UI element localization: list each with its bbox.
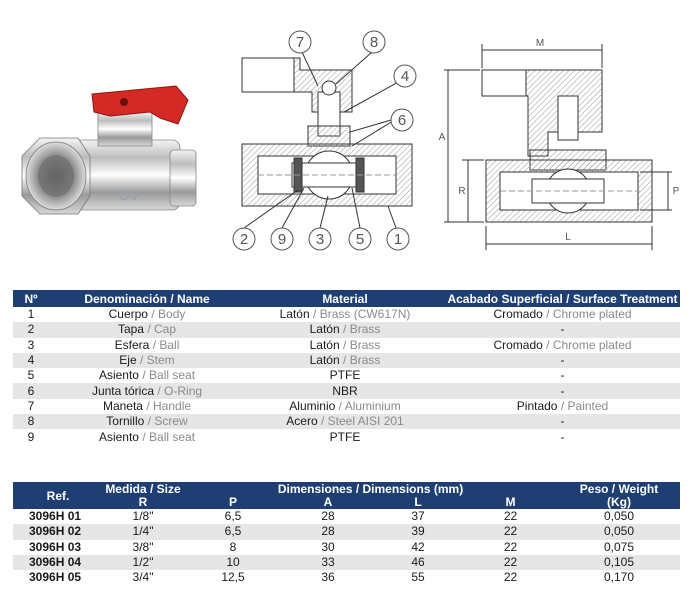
table-row (13, 414, 680, 429)
finish-dash: - (560, 322, 565, 337)
name-es: Eje (119, 353, 137, 368)
dimensions-table (13, 482, 680, 585)
col-name: Denominación / Name (49, 290, 245, 307)
row-name (49, 399, 245, 414)
finish-en: Chrome plated (552, 337, 632, 352)
col-material: Material (245, 290, 445, 307)
table-row (13, 399, 680, 414)
row-finish (445, 307, 680, 322)
finish-en: Chrome plated (552, 307, 632, 322)
name-es: Junta tórica (91, 383, 154, 398)
finish-dash: - (560, 429, 565, 444)
finish-es: Cromado (493, 307, 543, 322)
slash: / (546, 307, 550, 322)
material-en: Brass (CW617N) (319, 307, 411, 322)
material-es: Acero (286, 414, 318, 429)
row-material (245, 368, 445, 383)
row-kg: 0,105 (558, 555, 680, 570)
finish-dash: - (560, 383, 565, 398)
col-dimensions: Dimensiones / Dimensions (mm) (183, 482, 558, 496)
material-es: Latón (309, 322, 340, 337)
callout-6: 6 (397, 112, 407, 129)
name-es: Esfera (114, 337, 150, 352)
row-finish (445, 322, 680, 337)
row-r: 3/8" (132, 539, 154, 554)
material-es: PTFE (329, 368, 361, 383)
name-en: Ball (159, 337, 180, 352)
col-l: L (373, 496, 463, 509)
row-ref: 3096H 05 (29, 570, 82, 585)
row-a: 28 (321, 509, 335, 524)
row-material (245, 353, 445, 368)
callout-8: 8 (369, 34, 379, 51)
table-row (13, 307, 680, 322)
row-number: 2 (13, 322, 49, 337)
slash: / (151, 307, 155, 322)
row-m: 22 (463, 555, 558, 570)
row-ref: 3096H 03 (29, 539, 82, 554)
col-m: M (463, 496, 558, 509)
slash: / (147, 322, 151, 337)
brand-logo: GV (118, 187, 140, 204)
row-p: 6,5 (183, 524, 283, 539)
row-name (49, 414, 245, 429)
row-number: 5 (27, 368, 35, 383)
row-material (245, 322, 445, 337)
dimensions-header-row (13, 482, 680, 496)
components-table (13, 290, 680, 445)
row-ref: 3096H 02 (13, 524, 103, 539)
col-p: P (183, 496, 283, 509)
row-a: 30 (321, 539, 335, 554)
cross-section-drawing (242, 52, 412, 228)
row-name (49, 322, 245, 337)
table-row (13, 322, 680, 337)
name-es: Tapa (117, 322, 144, 337)
row-a: 33 (283, 555, 373, 570)
table-row (13, 509, 680, 524)
col-kg: (Kg) (558, 496, 680, 509)
row-ref: 3096H 04 (13, 555, 103, 570)
row-finish (445, 368, 680, 383)
finish-dash: - (560, 414, 565, 429)
row-number: 7 (27, 398, 35, 413)
material-es: Latón (309, 337, 340, 352)
row-kg: 0,075 (603, 539, 635, 554)
material-es: PTFE (329, 429, 361, 444)
row-number: 8 (13, 414, 49, 429)
row-l: 39 (373, 524, 463, 539)
row-a: 36 (321, 570, 335, 585)
material-es: Latón (279, 307, 310, 322)
row-name (49, 383, 245, 398)
row-finish (445, 353, 680, 368)
slash: / (546, 337, 550, 352)
finish-en: Painted (567, 398, 609, 413)
row-finish (445, 399, 680, 414)
row-r: 1/8" (132, 509, 154, 524)
dim-p-label: P (672, 186, 680, 197)
slash: / (343, 322, 347, 337)
col-weight: Peso / Weight (558, 482, 680, 496)
row-p: 12,5 (221, 570, 245, 585)
slash: / (343, 337, 347, 352)
row-number: 6 (13, 383, 49, 398)
callout-7: 7 (295, 34, 305, 51)
row-kg: 0,050 (603, 509, 635, 524)
name-es: Cuerpo (108, 307, 148, 322)
row-r: 1/4" (103, 524, 183, 539)
row-a: 28 (283, 524, 373, 539)
table-row (13, 429, 680, 444)
slash: / (139, 353, 144, 368)
dimension-drawing (444, 44, 672, 250)
row-name (49, 338, 245, 353)
col-ref: Ref. (13, 482, 103, 509)
dimensions-subheader-row (13, 496, 680, 509)
dim-a-label: A (438, 132, 446, 143)
name-en: Stem (146, 353, 175, 368)
row-material (245, 383, 445, 398)
finish-es: Pintado (516, 398, 558, 413)
table-row (13, 570, 680, 585)
slash: / (142, 368, 146, 383)
row-p: 8 (229, 539, 237, 554)
col-size: Medida / Size (103, 482, 183, 496)
material-en: Steel AISI 201 (327, 414, 404, 429)
product-figures (0, 0, 698, 280)
callout-9: 9 (277, 231, 287, 248)
row-m: 22 (463, 524, 558, 539)
row-p: 6,5 (224, 509, 242, 524)
callout-4: 4 (400, 68, 410, 85)
row-kg: 0,170 (603, 570, 635, 585)
material-en: Brass (349, 353, 381, 368)
name-en: Handle (153, 398, 192, 413)
finish-dash: - (560, 353, 565, 368)
slash: / (560, 398, 565, 413)
row-m: 22 (503, 539, 518, 554)
name-es: Tornillo (106, 414, 145, 429)
name-es: Asiento (98, 429, 139, 444)
row-p: 10 (183, 555, 283, 570)
material-es: Latón (309, 353, 340, 368)
row-number: 4 (13, 353, 49, 368)
name-en: O-Ring (164, 383, 203, 398)
row-m: 22 (503, 509, 518, 524)
row-number: 3 (27, 337, 35, 352)
callout-1: 1 (393, 231, 403, 248)
row-name (49, 353, 245, 368)
row-l: 42 (411, 539, 425, 554)
col-a: A (283, 496, 373, 509)
callout-5: 5 (355, 231, 365, 248)
dim-l-label: L (565, 232, 571, 243)
material-es: NBR (332, 383, 358, 398)
finish-es: Cromado (493, 337, 543, 352)
slash: / (146, 398, 150, 413)
table-row (13, 383, 680, 398)
slash: / (313, 307, 317, 322)
slash: / (338, 398, 343, 413)
row-finish (445, 338, 680, 353)
col-finish: Acabado Superficial / Surface Treatment (445, 290, 680, 307)
col-r: R (103, 496, 183, 509)
callout-2: 2 (239, 231, 249, 248)
dim-m-label: M (535, 38, 545, 49)
slash: / (142, 429, 146, 444)
table-row (13, 524, 680, 539)
row-number: 9 (27, 429, 35, 444)
row-name (49, 307, 245, 322)
row-kg: 0,050 (558, 524, 680, 539)
table-row (13, 338, 680, 353)
row-number: 1 (27, 307, 35, 322)
slash: / (343, 353, 347, 368)
material-en: Brass (349, 337, 381, 352)
row-material (245, 338, 445, 353)
row-l: 37 (411, 509, 425, 524)
row-r: 1/2" (103, 555, 183, 570)
row-ref: 3096H 01 (29, 509, 82, 524)
slash: / (320, 414, 325, 429)
name-en: Screw (154, 414, 188, 429)
row-m: 22 (503, 570, 518, 585)
table-row (13, 368, 680, 383)
dim-r-label: R (458, 186, 466, 197)
valve-photo (22, 86, 196, 214)
row-finish (445, 414, 680, 429)
row-name (49, 368, 245, 383)
row-material (245, 414, 445, 429)
table-row (13, 353, 680, 368)
slash: / (157, 383, 161, 398)
row-material (245, 399, 445, 414)
name-en: Ball seat (149, 429, 196, 444)
components-header-row (13, 290, 680, 307)
col-num: Nº (13, 290, 49, 307)
table-row (13, 555, 680, 570)
material-en: Brass (349, 322, 381, 337)
name-en: Body (158, 307, 186, 322)
material-en: Aluminium (344, 398, 401, 413)
row-l: 46 (373, 555, 463, 570)
row-name (49, 429, 245, 444)
slash: / (152, 337, 156, 352)
finish-dash: - (560, 368, 565, 383)
name-es: Maneta (102, 398, 143, 413)
row-finish (445, 429, 680, 444)
name-es: Asiento (98, 368, 139, 383)
row-material (245, 307, 445, 322)
name-en: Cap (154, 322, 177, 337)
name-en: Ball seat (149, 368, 196, 383)
table-row (13, 540, 680, 555)
row-material (245, 429, 445, 444)
material-es: Aluminio (289, 398, 336, 413)
row-r: 3/4" (132, 570, 154, 585)
row-l: 55 (411, 570, 425, 585)
callout-3: 3 (315, 231, 325, 248)
row-finish (445, 383, 680, 398)
slash: / (147, 414, 151, 429)
